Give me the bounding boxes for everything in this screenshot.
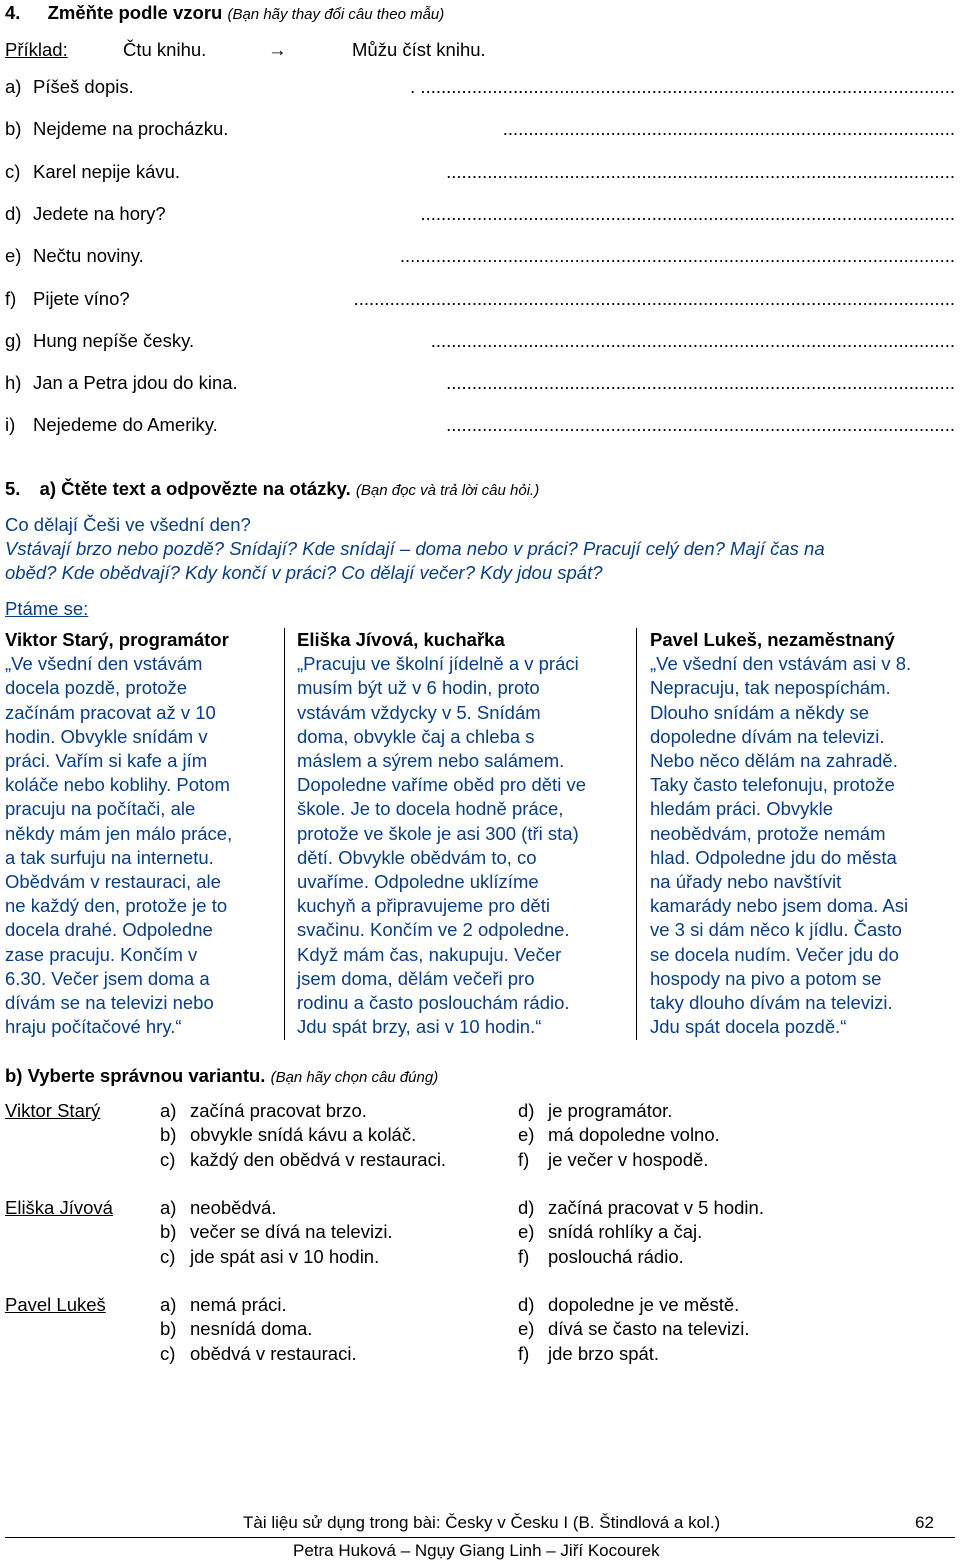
answer-option[interactable] [160,1343,357,1365]
person-name: Eliška Jívová, kuchařka [297,629,505,650]
option-letter: c) [160,1342,176,1364]
person-text-line: docela pozdě, protože [5,677,188,699]
person-text-line: docela drahé. Odpoledne [5,919,213,941]
person-column [5,628,275,1039]
answer-option[interactable] [160,1246,379,1268]
questions-line-1: Vstávají brzo nebo pozdě? Snídají? Kde snídají – doma nebo v práci? Pracují celý den? Mají čas na [5,538,825,559]
answer-option[interactable] [518,1343,659,1365]
person-text-line: protože ve škole je asi 300 (tři sta) [297,822,579,844]
person-text-line: Když mám čas, nakupuju. Večer [297,943,562,965]
answer-blank[interactable]: ...................................................................................................... [430,329,955,351]
answer-blank[interactable]: ..................................................................................................................... [353,287,955,309]
person-text-line: „Pracuju ve školní jídelně a v práci [297,653,579,675]
exercise-item [5,329,955,353]
item-letter: f) [5,287,17,309]
answer-option[interactable] [518,1100,672,1122]
person-name: Viktor Starý, programátor [5,629,229,650]
page-number: 62 [915,1513,934,1532]
item-letter: h) [5,372,22,394]
person-text-line: vstávám vždycky v 5. Snídám [297,701,541,723]
example-source: Čtu knihu. [123,39,207,60]
person-text-line: dětí. Obvykle obědvám to, co [297,846,537,868]
answer-blank[interactable]: ............................................................................................................ [399,245,955,267]
item-letter: d) [5,202,22,224]
item-sentence: Nejdeme na procházku. [33,118,229,140]
person-text-line: začínám pracovat až v 10 [5,701,216,723]
answer-blank[interactable]: . ........................................................................................................ [410,76,955,97]
option-letter: d) [518,1294,535,1315]
option-text: dívá se často na televizi. [548,1318,750,1340]
item-sentence: Nejedeme do Ameriky. [33,414,218,436]
person-text-line: „Ve všední den vstávám [5,653,203,675]
person-text-line: Jdu spát brzy, asi v 10 hodin.“ [297,1016,542,1038]
person-text-line: hodin. Obvykle snídám v [5,725,208,747]
ex4-number: 4. [5,2,21,23]
ask-label: Ptáme se: [5,598,89,619]
answer-option[interactable] [160,1124,416,1146]
footer-source: Tài liệu sử dụng trong bài: Česky v Česku I (B. Štindlová a kol.) [243,1513,721,1532]
answer-blank[interactable]: ................................................................................................... [446,160,955,182]
option-text: je večer v hospodě. [548,1148,709,1170]
exercise-item [5,371,955,395]
answer-option[interactable] [160,1100,367,1122]
question-heading: Co dělají Češi ve všední den? [5,514,251,535]
answer-option[interactable] [160,1149,446,1171]
person-text-line: zase pracuju. Končím v [5,943,198,965]
ex5b-vn: (Bạn hãy chọn câu đúng) [270,1069,439,1086]
person-text-line: dopoledne dívám na televizi. [650,725,885,747]
item-letter: c) [5,160,21,182]
person-text-line: máslem a sýrem nebo salámem. [297,750,565,772]
option-letter: f) [518,1245,530,1267]
ex5-heading [5,478,539,500]
exercise-item [5,117,955,141]
person-text-line: kuchyň a připravujeme pro děti [297,895,550,917]
item-letter: i) [5,414,16,436]
option-letter: a) [160,1100,177,1121]
option-letter: f) [518,1148,530,1170]
item-letter: e) [5,245,22,267]
option-text: začíná pracovat brzo. [190,1100,367,1121]
option-letter: e) [518,1221,535,1243]
questions-line-2: oběd? Kde obědvají? Kdy končí v práci? Co dělají večer? Kdy jdou spát? [5,562,603,583]
answer-option[interactable] [518,1149,708,1171]
option-text: nemá práci. [190,1294,287,1315]
person-text-line: se docela nudím. Večer jdu do [650,943,899,965]
person-text-line: hledám práci. Obvykle [650,798,834,820]
person-text-line: práci. Vařím si kafe a jím [5,750,208,772]
option-letter: c) [160,1245,176,1267]
item-sentence: Píšeš dopis. [33,76,134,97]
column-divider [636,628,637,1040]
ex4-heading [5,2,444,24]
item-sentence: Karel nepije kávu. [33,160,181,182]
answer-blank[interactable]: ................................................................................................... [446,372,955,394]
person-text-line: koláče nebo koblihy. Potom [5,774,230,796]
option-text: dopoledne je ve městě. [548,1294,740,1315]
person-text-line: na úřady nebo navštívit [650,871,842,893]
answer-option[interactable] [518,1294,739,1316]
person-column [650,628,955,1039]
option-letter: b) [160,1221,177,1243]
option-text: neobědvá. [190,1197,277,1218]
arrow-icon: → [268,39,287,60]
answer-option[interactable] [518,1318,750,1340]
option-text: nesnídá doma. [190,1318,313,1340]
option-letter: e) [518,1318,535,1340]
person-text-line: svačinu. Končím ve 2 odpoledne. [297,919,570,941]
person-text-line: škole. Je to docela hodně práce, [297,798,564,820]
footer-divider [5,1537,955,1538]
option-text: obvykle snídá kávu a koláč. [190,1124,417,1146]
person-text-line: pracuju na počítači, ale [5,798,196,820]
answer-option[interactable] [518,1197,764,1219]
answer-option[interactable] [518,1246,684,1268]
exercise-item [5,202,955,226]
answer-blank[interactable]: ........................................................................................................ [420,202,955,224]
option-letter: f) [518,1342,530,1364]
answer-option[interactable] [160,1318,312,1340]
ex5b-title: b) Vyberte správnou variantu. [5,1065,266,1086]
person-text-line: „Ve všední den vstávám asi v 8. [650,653,912,675]
column-divider [284,628,285,1040]
option-text: každý den obědvá v restauraci. [190,1148,447,1170]
option-letter: d) [518,1197,535,1218]
person-text-line: hlad. Odpoledne jdu do města [650,846,897,868]
example-target: Můžu číst knihu. [352,39,486,60]
option-letter: c) [160,1148,176,1170]
answer-blank[interactable]: ........................................................................................ [502,118,955,140]
person-text-line: rodinu a často poslouchám rádio. [297,992,570,1014]
person-text-line: jsem doma, dělám večeři pro [297,967,535,989]
option-letter: d) [518,1100,535,1121]
person-text-line: Jdu spát docela pozdě.“ [650,1016,847,1038]
person-text-line: Nepracuju, tak nepospíchám. [650,677,891,699]
item-sentence: Hung nepíše česky. [33,329,195,351]
option-text: poslouchá rádio. [548,1245,684,1267]
answer-option[interactable] [160,1197,276,1219]
person-text-line: uvaříme. Odpoledne uklízíme [297,871,539,893]
option-text: jde brzo spát. [548,1342,660,1364]
exercise-item [5,244,955,268]
footer-authors: Petra Huková – Ngụy Giang Linh – Jiří Kocourek [293,1541,660,1560]
item-sentence: Pijete víno? [33,287,130,309]
ex5-number: 5. [5,478,21,499]
item-sentence: Nečtu noviny. [33,245,144,267]
person-text-line: Nebo něco dělám na zahradě. [650,750,898,772]
ex5b-heading [5,1065,438,1087]
option-text: jde spát asi v 10 hodin. [190,1245,380,1267]
person-text-line: taky dlouho dívám na televizi. [650,992,893,1014]
answer-option[interactable] [160,1221,393,1243]
answer-option[interactable] [518,1124,720,1146]
item-letter: g) [5,329,22,351]
person-text-line: hospody na pivo a potom se [650,967,882,989]
example-label: Příklad: [5,39,68,60]
item-letter: b) [5,118,22,140]
option-text: večer se dívá na televizi. [190,1221,393,1243]
person-text-line: někdy mám jen málo práce, [5,822,233,844]
option-letter: a) [160,1294,177,1315]
person-name: Pavel Lukeš, nezaměstnaný [650,629,895,650]
option-letter: e) [518,1124,535,1146]
person-label: Pavel Lukeš [5,1294,106,1315]
item-sentence: Jan a Petra jdou do kina. [33,372,238,394]
exercise-item [5,413,955,437]
option-text: má dopoledne volno. [548,1124,720,1146]
person-text-line: ve 3 si dám něco k jídlu. Často [650,919,902,941]
exercise-item [5,160,955,184]
person-text-line: neobědvám, protože nemám [650,822,886,844]
person-text-line: Dopoledne vaříme oběd pro děti ve [297,774,586,796]
exercise-item [5,287,955,311]
answer-blank[interactable]: ................................................................................................... [446,414,955,436]
option-text: obědvá v restauraci. [190,1342,357,1364]
person-text-line: ne každý den, protože je to [5,895,228,917]
option-letter: b) [160,1318,177,1340]
exercise-item [5,75,955,99]
answer-option[interactable] [160,1294,287,1316]
person-column [297,628,632,1039]
ex5-vn: (Bạn đọc và trả lời câu hỏi.) [355,482,540,499]
ex4-vn: (Bạn hãy thay đổi câu theo mẫu) [227,6,445,23]
ex4-title: Změňte podle vzoru [47,2,223,23]
person-label: Eliška Jívová [5,1197,113,1218]
item-letter: a) [5,76,22,97]
person-text-line: doma, obvykle čaj a chleba s [297,725,535,747]
ex4-example [5,39,68,61]
option-letter: a) [160,1197,177,1218]
ex5-title: a) Čtěte text a odpovězte na otázky. [39,478,351,499]
person-text-line: a tak surfuju na internetu. [5,846,214,868]
option-text: je programátor. [548,1100,673,1121]
option-text: začíná pracovat v 5 hodin. [548,1197,764,1218]
person-text-line: kamarády nebo jsem doma. Asi [650,895,909,917]
person-text-line: Taky často telefonuju, protože [650,774,895,796]
person-text-line: Dlouho snídám a někdy se [650,701,870,723]
answer-option[interactable] [518,1221,702,1243]
option-letter: b) [160,1124,177,1146]
person-text-line: dívám se na televizi nebo [5,992,214,1014]
person-label: Viktor Starý [5,1100,101,1121]
person-text-line: musím být už v 6 hodin, proto [297,677,540,699]
item-sentence: Jedete na hory? [33,202,166,224]
person-text-line: 6.30. Večer jsem doma a [5,967,210,989]
person-text-line: Obědvám v restauraci, ale [5,871,221,893]
person-text-line: hraju počítačové hry.“ [5,1016,182,1038]
option-text: snídá rohlíky a čaj. [548,1221,703,1243]
